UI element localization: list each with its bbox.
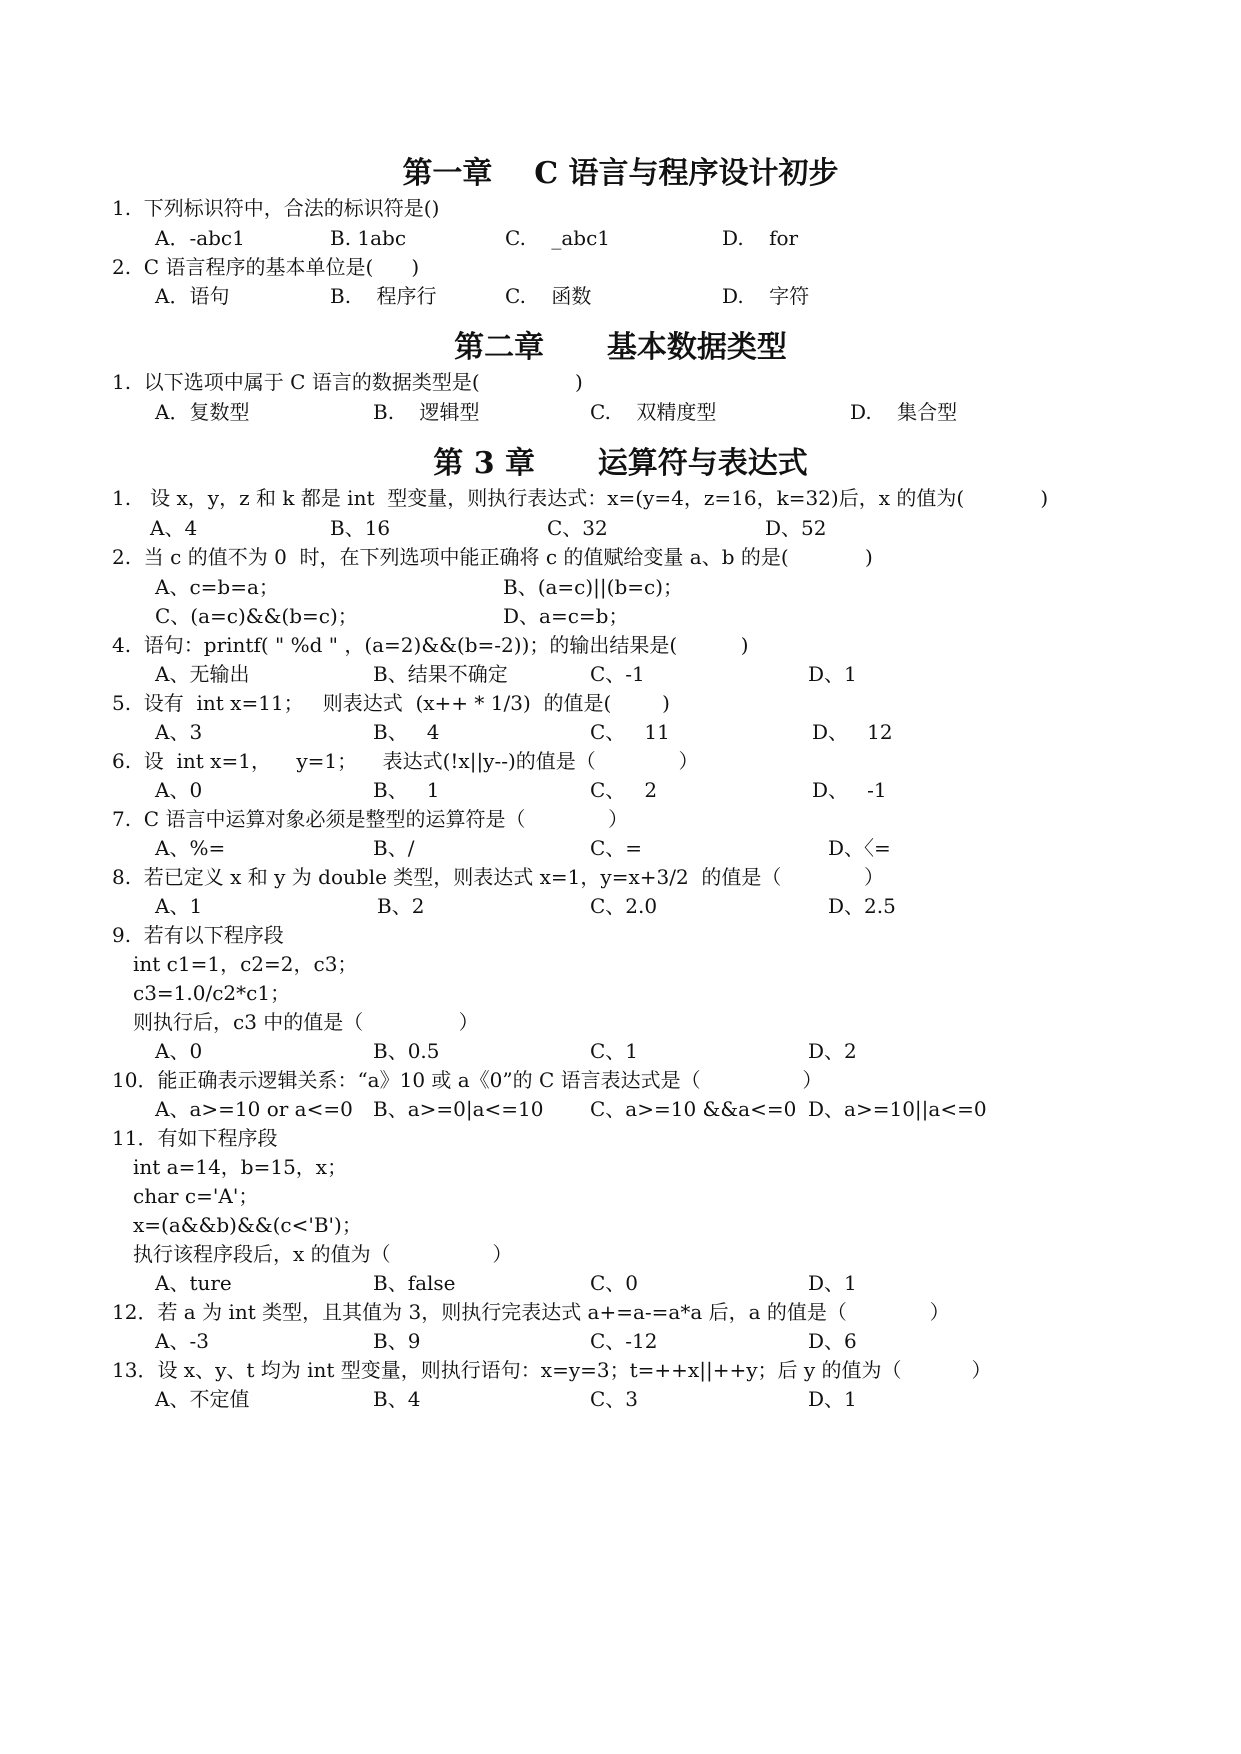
ch3-q8-text: 8. 若已定义 x 和 y 为 double 类型，则表达式 x=1，y=x+3/2 的值是（ ） (112, 865, 885, 889)
ch3-q7-option-d: D、〈= (828, 836, 891, 860)
ch3-q12-text: 12．若 a 为 int 类型，且其值为 3，则执行完表达式 a+=a-=a*a 后，a 的值是（ ） (112, 1300, 950, 1324)
ch3-q1-option-b: B、16 (330, 516, 391, 540)
ch3-q8-option-d: D、2.5 (828, 894, 896, 918)
ch1-q2-option-b: B. 程序行 (330, 284, 437, 308)
ch3-q4-option-c: C、-1 (590, 662, 645, 686)
chapter1-title: 第一章 C 语言与程序设计初步 (402, 156, 839, 191)
ch3-q1-option-c: C、32 (547, 516, 608, 540)
ch3-q10-option-b: B、a>=0|a<=10 (373, 1097, 544, 1121)
ch3-q9-option-a: A、0 (155, 1039, 203, 1063)
ch3-q12-option-d: D、6 (808, 1329, 857, 1353)
ch3-q11-code-line-3: x=(a&&b)&&(c<'B')； (133, 1213, 362, 1237)
ch3-q9-text: 9. 若有以下程序段 (112, 923, 284, 947)
ch3-q11-option-a: A、ture (155, 1271, 232, 1295)
ch3-q11-code-line-2: char c='A'； (133, 1184, 259, 1208)
chapter2-title: 第二章 基本数据类型 (454, 330, 787, 365)
ch3-q4-text: 4. 语句：printf( " %d " ，(a=2)&&(b=-2))；的输出结果是( ) (112, 633, 749, 657)
ch3-q10-option-d: D、a>=10||a<=0 (808, 1097, 987, 1121)
ch3-q12-option-c: C、-12 (590, 1329, 658, 1353)
ch3-q13-option-b: B、4 (373, 1387, 421, 1411)
ch3-q10-option-a: A、a>=10 or a<=0 (155, 1097, 353, 1121)
ch1-q2-text: 2. C 语言程序的基本单位是( ) (112, 255, 420, 279)
ch3-q9-code-line-1: int c1=1，c2=2，c3； (133, 952, 358, 976)
ch3-q5-option-c: C、 11 (590, 720, 670, 744)
ch1-q2-option-a: A．语句 (155, 284, 230, 308)
ch3-q13-option-a: A、不定值 (155, 1387, 250, 1411)
ch3-q7-option-c: C、= (590, 836, 643, 860)
ch3-q11-option-d: D、1 (808, 1271, 857, 1295)
ch3-q9-code-line-2: c3=1.0/c2*c1； (133, 981, 291, 1005)
ch3-q7-text: 7. C 语言中运算对象必须是整型的运算符是（ ） (112, 807, 629, 831)
ch3-q8-option-c: C、2.0 (590, 894, 658, 918)
ch3-q2-option-a: A、c=b=a； (155, 575, 279, 599)
ch3-q5-text: 5. 设有 int x=11； 则表达式 (x++ * 1/3) 的值是( ) (112, 691, 670, 715)
ch3-q8-option-a: A、1 (155, 894, 203, 918)
ch1-q1-option-c: C. _abc1 (505, 226, 611, 250)
ch3-q6-option-a: A、0 (155, 778, 203, 802)
ch3-q5-option-b: B、 4 (373, 720, 440, 744)
ch3-q2-option-c: C、(a=c)&&(b=c)； (155, 604, 358, 628)
ch3-q7-option-b: B、/ (373, 836, 415, 860)
ch2-q1-text: 1. 以下选项中属于 C 语言的数据类型是( ) (112, 370, 583, 394)
ch2-q1-option-c: C. 双精度型 (590, 400, 717, 424)
ch3-q6-text: 6. 设 int x=1， y=1； 表达式(!x||y--)的值是（ ） (112, 749, 699, 773)
chapter3-title: 第 3 章 运算符与表达式 (433, 446, 808, 481)
ch3-q8-option-b: B、2 (377, 894, 425, 918)
ch3-q13-option-c: C、3 (590, 1387, 639, 1411)
ch2-q1-option-d: D. 集合型 (850, 400, 958, 424)
ch1-q1-option-a: A．-abc1 (155, 226, 245, 250)
ch3-q10-option-c: C、a>=10 &&a<=0 (590, 1097, 797, 1121)
ch3-q11-ask: 执行该程序段后，x 的值为（ ） (133, 1242, 513, 1266)
ch1-q1-option-d: D. for (722, 226, 799, 250)
ch3-q11-code-line-1: int a=14，b=15，x； (133, 1155, 348, 1179)
ch3-q12-option-a: A、-3 (155, 1329, 209, 1353)
ch3-q5-option-d: D、 12 (812, 720, 893, 744)
ch3-q13-text: 13．设 x、y、t 均为 int 型变量，则执行语句：x=y=3；t=++x||++y；后 y 的值为（ ） (112, 1358, 992, 1382)
ch3-q2-option-b: B、(a=c)||(b=c)； (503, 575, 684, 599)
ch3-q2-option-d: D、a=c=b； (503, 604, 629, 628)
ch3-q11-option-c: C、0 (590, 1271, 639, 1295)
ch3-q1-option-d: D、52 (765, 516, 827, 540)
ch2-q1-option-a: A．复数型 (155, 400, 250, 424)
ch3-q1-text: 1. 设 x，y，z 和 k 都是 int 型变量，则执行表达式：x=(y=4，z=16，k=32)后，x 的值为( ) (112, 486, 1049, 510)
ch3-q1-option-a: A、4 (150, 516, 198, 540)
ch1-q1-text: 1. 下列标识符中，合法的标识符是() (112, 196, 440, 220)
ch3-q9-option-c: C、1 (590, 1039, 639, 1063)
ch3-q2-text: 2. 当 c 的值不为 0 时，在下列选项中能正确将 c 的值赋给变量 a、b 的是( ) (112, 545, 873, 569)
ch3-q12-option-b: B、9 (373, 1329, 421, 1353)
ch3-q5-option-a: A、3 (155, 720, 203, 744)
ch2-q1-option-b: B. 逻辑型 (373, 400, 480, 424)
ch3-q13-option-d: D、1 (808, 1387, 857, 1411)
ch1-q2-option-c: C. 函数 (505, 284, 592, 308)
ch3-q4-option-d: D、1 (808, 662, 857, 686)
ch3-q6-option-b: B、 1 (373, 778, 440, 802)
ch3-q9-ask: 则执行后，c3 中的值是（ ） (133, 1010, 479, 1034)
ch3-q6-option-d: D、 -1 (812, 778, 887, 802)
ch3-q11-option-b: B、false (373, 1271, 456, 1295)
ch3-q7-option-a: A、%= (155, 836, 226, 860)
ch3-q6-option-c: C、 2 (590, 778, 658, 802)
ch1-q2-option-d: D. 字符 (722, 284, 810, 308)
ch3-q10-text: 10．能正确表示逻辑关系：“a》10 或 a《0”的 C 语言表达式是（ ） (112, 1068, 823, 1092)
ch3-q11-text: 11．有如下程序段 (112, 1126, 278, 1150)
ch3-q4-option-a: A、无输出 (155, 662, 250, 686)
ch1-q1-option-b: B. 1abc (330, 226, 407, 250)
ch3-q9-option-b: B、0.5 (373, 1039, 440, 1063)
ch3-q9-option-d: D、2 (808, 1039, 857, 1063)
ch3-q4-option-b: B、结果不确定 (373, 662, 508, 686)
